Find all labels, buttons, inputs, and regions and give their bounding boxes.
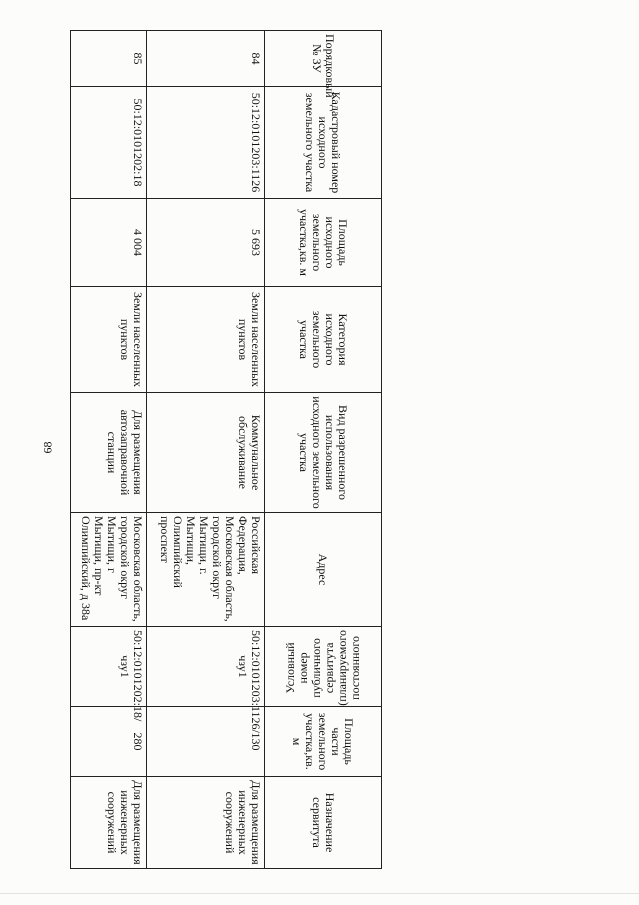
servitude-number: 50:12:0101202:18/чзу1 (71, 627, 147, 707)
cadastral-number: 50:12:0101203:1126 (146, 87, 264, 199)
header-cell: Адрес (265, 513, 382, 627)
land-area: 5 693 (146, 199, 264, 287)
permitted-use: Коммунальное обслуживание (146, 393, 264, 513)
land-category: Земли населенных пунктов (146, 287, 264, 393)
header-cell (265, 627, 382, 707)
header-cell-inverted-text: Условный номер публичного сервитута (планируемого постоянного (283, 629, 362, 706)
header-cell: Вид разрешенного использования исходного земельного участка (265, 393, 382, 513)
servitude-purpose: Для размещения инженерных сооружений (146, 777, 264, 869)
header-row (265, 31, 382, 869)
header-cell: Порядковый № ЗУ (265, 31, 382, 87)
header-cell: Категория исходного земельного участка (265, 287, 382, 393)
table-row (71, 31, 147, 869)
header-cell: Площадь исходного земельного участка,кв. м (265, 199, 382, 287)
table-row (146, 31, 264, 869)
land-area: 4 004 (71, 199, 147, 287)
permitted-use: Для размещения автозаправочной станции (71, 393, 147, 513)
part-area: 280 (71, 707, 147, 777)
servitude-table-container (70, 30, 382, 868)
servitude-purpose: Для размещения инженерных сооружений (71, 777, 147, 869)
servitude-table (70, 30, 382, 869)
scan-edge-line (0, 893, 639, 894)
address: Московская область, городской округ Мытищи, г Мытищи, пр-кт Олимпийский, д 38а (71, 513, 147, 627)
header-cell: Площадь части земельного участка,кв. м (265, 707, 382, 777)
header-cell: Назначение сервитута (265, 777, 382, 869)
part-area: 130 (146, 707, 264, 777)
row-number: 85 (71, 31, 147, 87)
address: Российская Федерация, Московская область, городской округ Мытищи, г. Мытищи, Олимпийский проспект (146, 513, 264, 627)
page-number: 68 (40, 441, 55, 454)
cadastral-number: 50:12:0101202:18 (71, 87, 147, 199)
land-category: Земли населенных пунктов (71, 287, 147, 393)
header-cell: Кадастровый номер исходного земельного участка (265, 87, 382, 199)
row-number: 84 (146, 31, 264, 87)
servitude-number: 50:12:0101203:1126/чзу1 (146, 627, 264, 707)
